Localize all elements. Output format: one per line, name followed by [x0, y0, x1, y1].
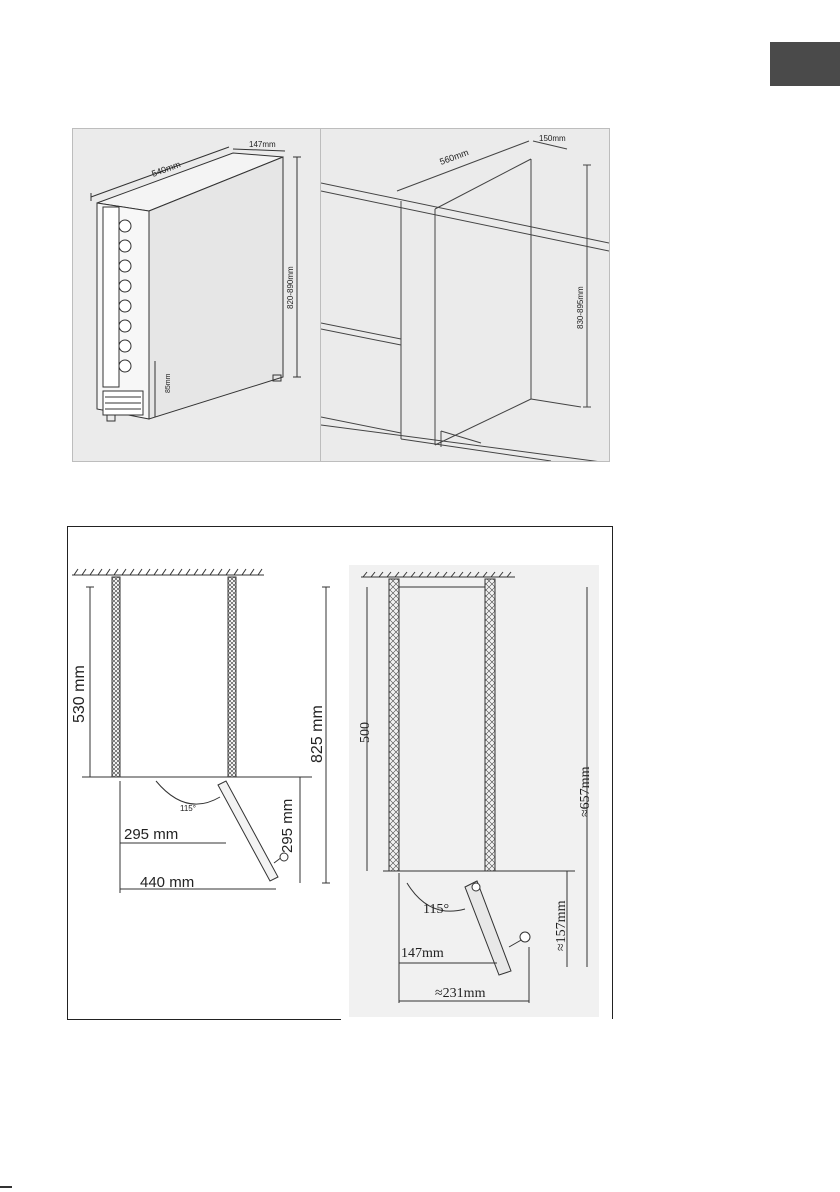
- inner-depth-label-b: 500: [358, 722, 373, 743]
- niche-height-label: 830-895mm: [576, 286, 585, 329]
- total-width-label: 440 mm: [140, 874, 195, 891]
- open-depth-label-b: ≈157mm: [554, 900, 569, 951]
- niche-width-label: 150mm: [539, 134, 566, 143]
- fridge-height-label: 820-890mm: [286, 266, 295, 309]
- total-depth-label: 825 mm: [309, 705, 326, 763]
- page-edge-mark: [0, 1186, 12, 1188]
- door-clearance-panel-a: [67, 526, 341, 1020]
- total-width-label-b: ≈231mm: [435, 986, 486, 1001]
- niche-perspective-drawing: [321, 129, 609, 461]
- fridge-depth-label: 540mm: [150, 159, 182, 179]
- door-clearance-drawing-b: [339, 527, 612, 1019]
- niche-depth-label: 560mm: [438, 147, 470, 167]
- open-width-label: 295 mm: [124, 826, 179, 843]
- door-angle-label-b: 115°: [423, 902, 450, 917]
- niche-dimensions-panel: [320, 128, 610, 462]
- open-depth-label: 295 mm: [279, 798, 296, 853]
- fridge-width-label: 147mm: [249, 140, 276, 149]
- fridge-perspective-drawing: [73, 129, 321, 461]
- fridge-plinth-label: 85mm: [165, 373, 172, 393]
- door-angle-label: 115°: [180, 804, 196, 813]
- total-depth-label-b: ≈657mm: [578, 766, 593, 817]
- cabinet-width-label-b: 147mm: [401, 946, 444, 961]
- door-clearance-panel-b: [339, 526, 613, 1019]
- language-tab: [770, 42, 840, 86]
- inner-depth-label: 530 mm: [71, 665, 88, 723]
- fridge-dimensions-panel: [72, 128, 322, 462]
- door-clearance-drawing-a: [68, 527, 340, 1019]
